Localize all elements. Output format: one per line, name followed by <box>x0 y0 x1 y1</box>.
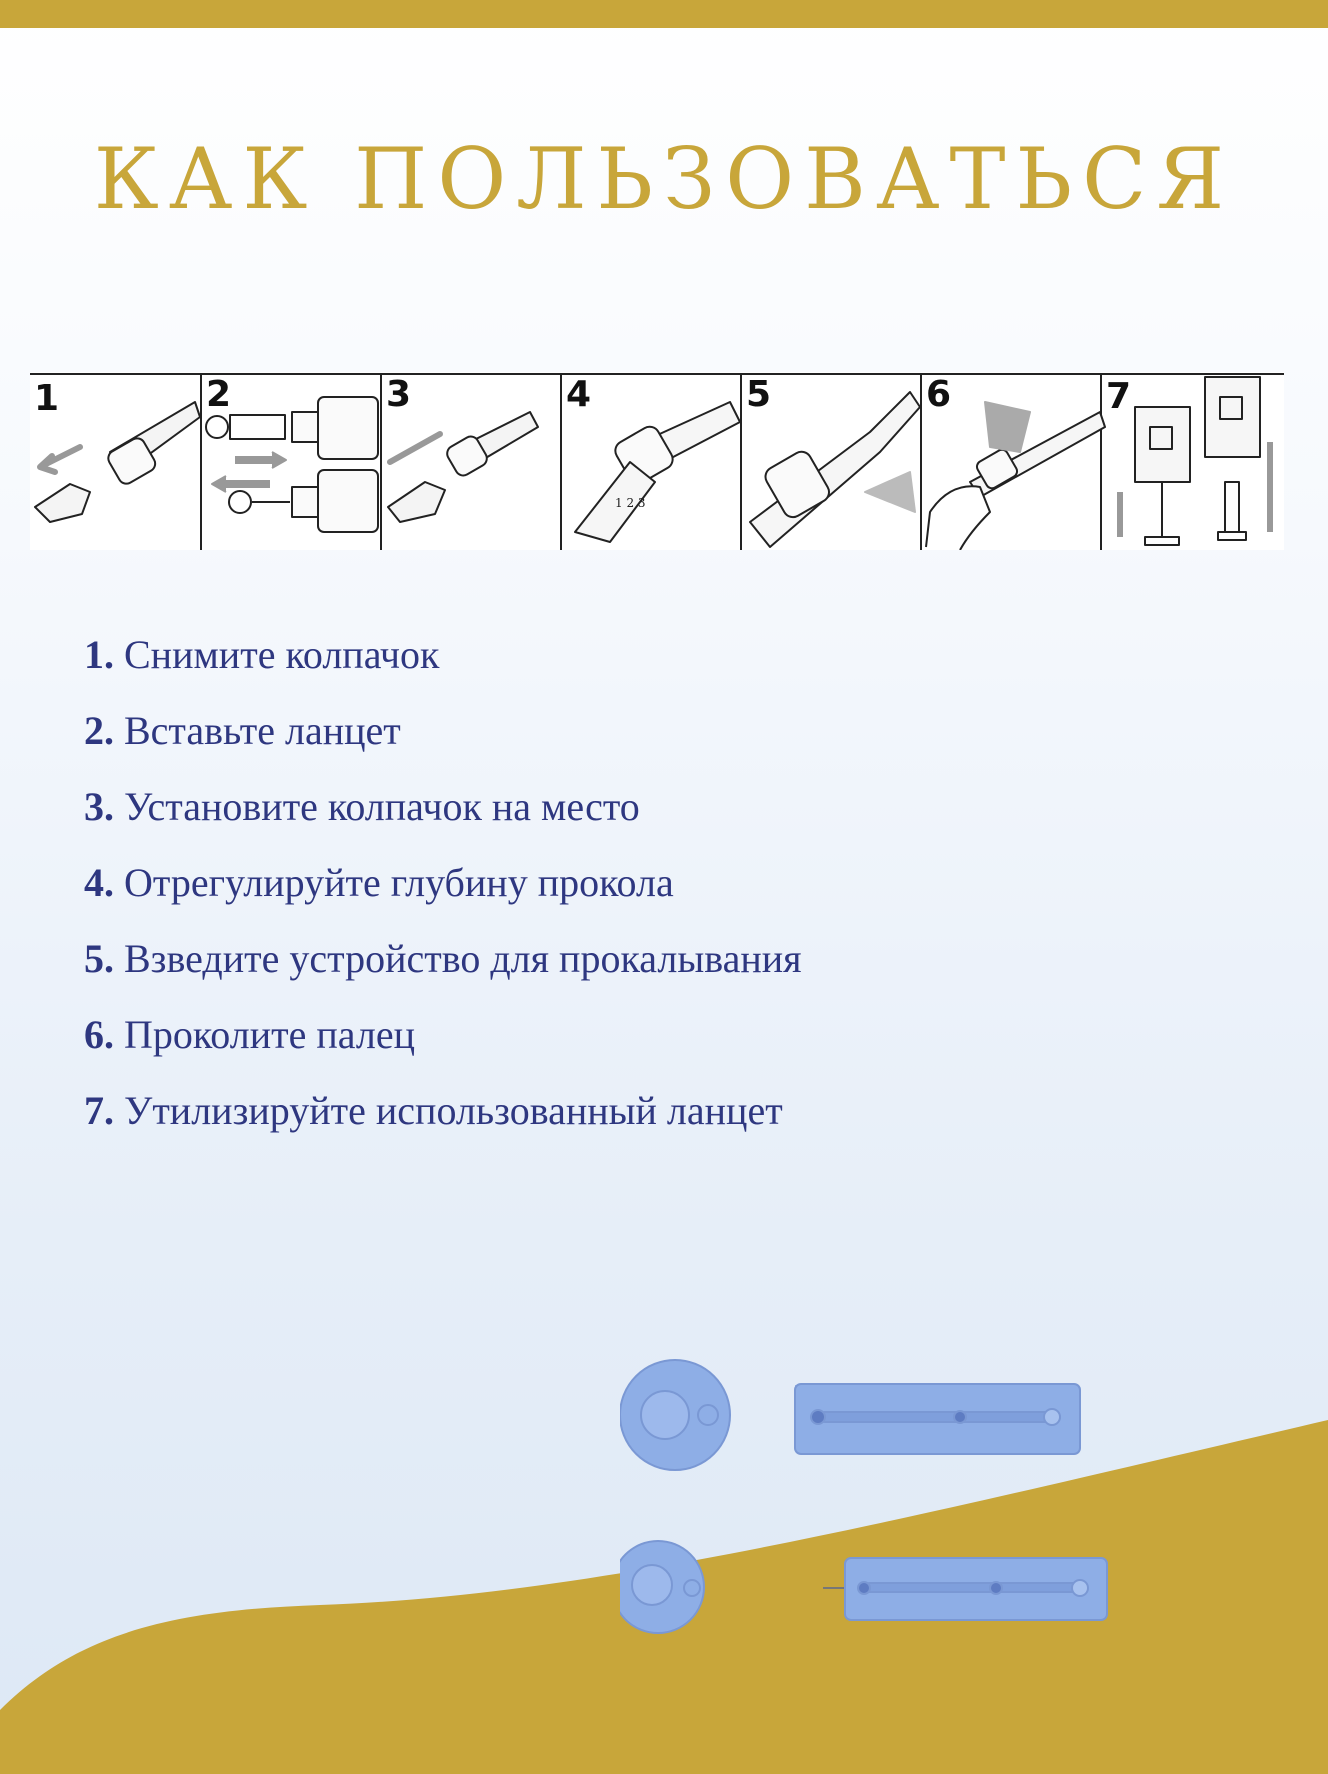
svg-text:1 2 3: 1 2 3 <box>615 496 646 510</box>
steps-list <box>84 625 802 1157</box>
panel-number-4: 4 <box>566 374 592 415</box>
prick-finger-drawing <box>926 402 1105 550</box>
panel-number-6: 6 <box>926 374 952 415</box>
step-number: 6. <box>84 1012 114 1057</box>
instruction-illustration-strip <box>30 372 1284 550</box>
step-text: Утилизируйте использованный ланцет <box>124 1088 783 1133</box>
step-3 <box>84 777 802 853</box>
insert-lancet-drawing <box>206 397 378 532</box>
top-gold-band <box>0 0 1328 28</box>
dispose-lancet-drawing <box>1120 377 1270 545</box>
step-number: 7. <box>84 1088 114 1133</box>
lancets-product-image <box>620 1340 1140 1640</box>
panel-number-3: 3 <box>386 374 412 415</box>
step-number: 3. <box>84 784 114 829</box>
replace-cap-drawing <box>388 412 538 522</box>
panel-number-2: 2 <box>206 374 232 415</box>
step-6 <box>84 1005 802 1081</box>
panel-number-5: 5 <box>746 374 772 415</box>
step-4 <box>84 853 802 929</box>
step-text: Отрегулируйте глубину прокола <box>124 860 674 905</box>
adjust-depth-drawing <box>575 402 740 542</box>
step-5 <box>84 929 802 1005</box>
step-number: 1. <box>84 632 114 677</box>
panel-number-1: 1 <box>34 378 60 419</box>
remove-cap-drawing <box>35 402 200 522</box>
step-number: 4. <box>84 860 114 905</box>
step-text: Вставьте ланцет <box>124 708 401 753</box>
step-7 <box>84 1081 802 1157</box>
step-text: Снимите колпачок <box>124 632 440 677</box>
cock-device-drawing <box>750 392 920 547</box>
step-2 <box>84 701 802 777</box>
step-1 <box>84 625 802 701</box>
page-title: КАК ПОЛЬЗОВАТЬСЯ <box>93 130 1235 228</box>
step-number: 5. <box>84 936 114 981</box>
step-text: Проколите палец <box>124 1012 415 1057</box>
step-text: Установите колпачок на место <box>124 784 640 829</box>
step-text: Взведите устройство для прокалывания <box>124 936 802 981</box>
panel-number-7: 7 <box>1106 376 1132 417</box>
step-number: 2. <box>84 708 114 753</box>
lancet-bottom <box>620 1541 1107 1633</box>
lancet-top <box>620 1360 1080 1470</box>
